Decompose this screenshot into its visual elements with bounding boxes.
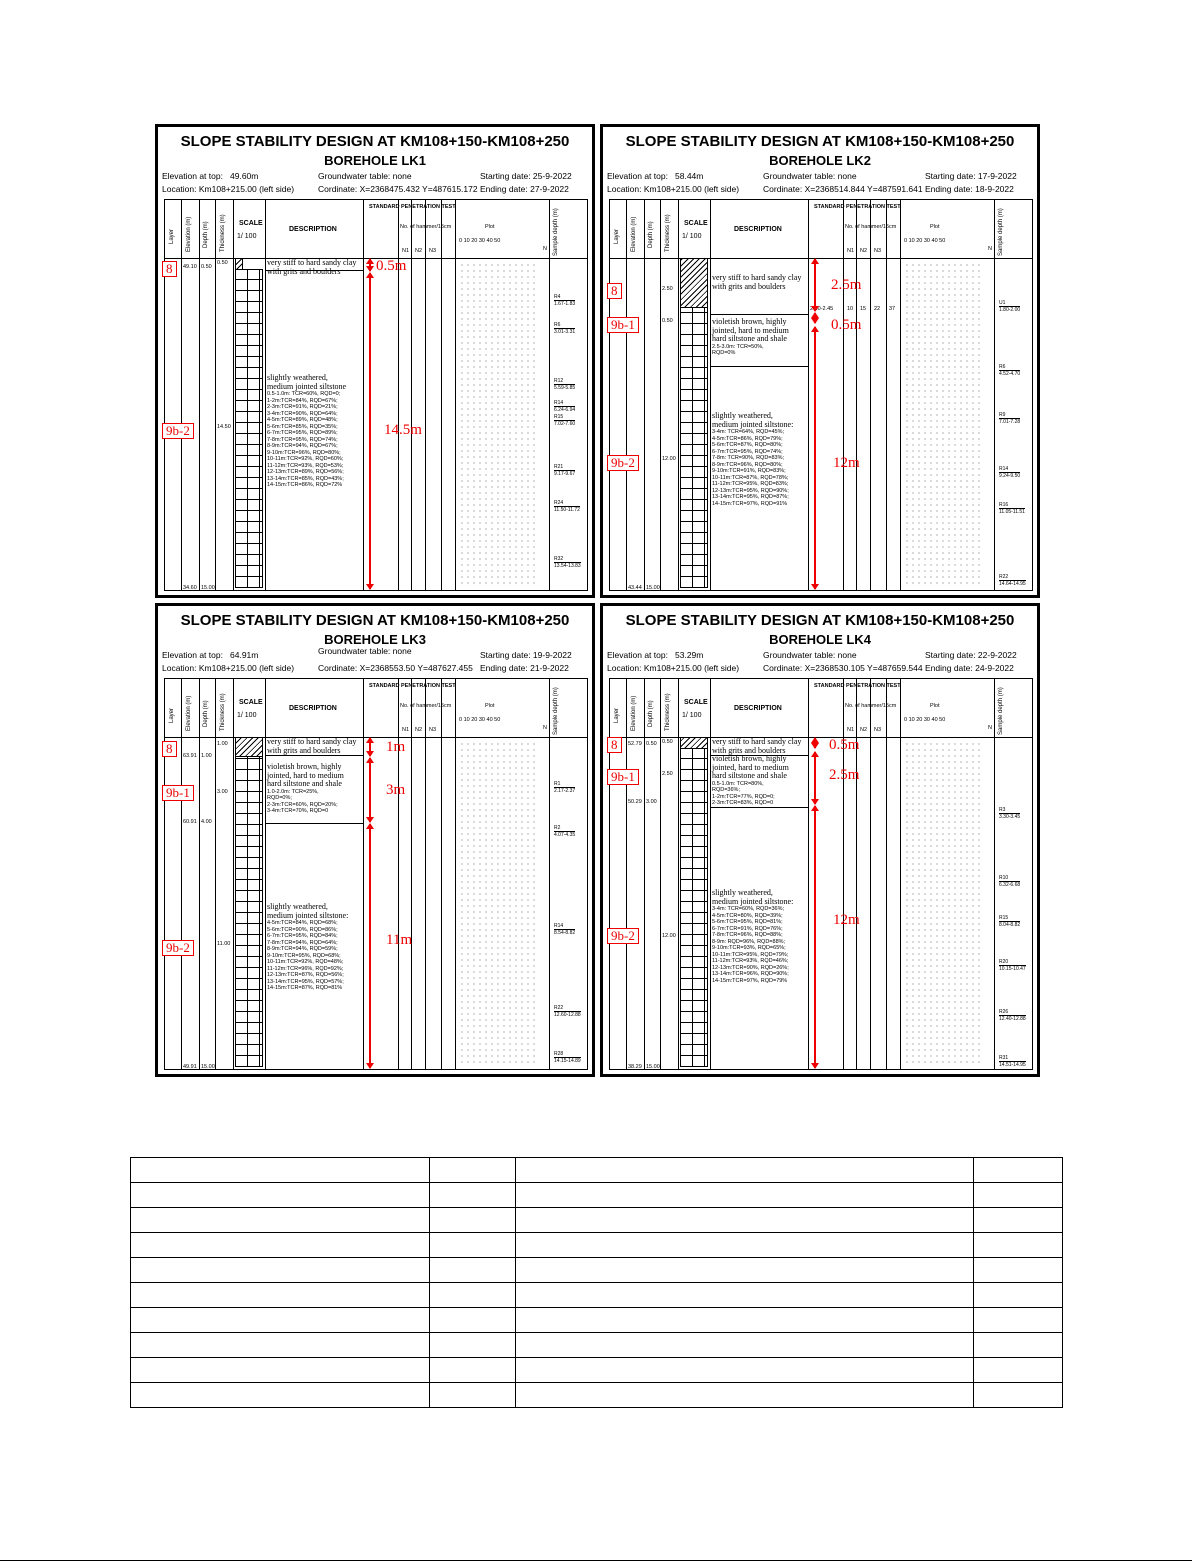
n1-header: N1	[402, 248, 410, 254]
ending-date: Ending date: 21-9-2022	[480, 663, 569, 673]
elevation-header: Elevation (m)	[631, 216, 637, 252]
sample: R9 7.01-7.28	[999, 412, 1021, 425]
dimension-arrow	[814, 738, 816, 748]
spt-n1: 10	[847, 306, 854, 312]
elevation-value: 34.60	[183, 585, 197, 591]
dimension-arrow	[814, 752, 816, 804]
table-cell	[515, 1383, 974, 1408]
ending-date: Ending date: 27-9-2022	[480, 184, 569, 194]
hammer-header: No. of hammer/15cm	[400, 224, 452, 230]
scale-header: SCALE	[684, 699, 708, 706]
dimension-arrow	[814, 259, 816, 311]
elevation-header: Elevation (m)	[186, 216, 192, 252]
log-grid	[609, 678, 1033, 1070]
sample: U1 1.80-2.00	[999, 300, 1021, 313]
table-cell	[430, 1333, 516, 1358]
clay-hatch	[680, 258, 708, 308]
borehole-panel-lk4	[600, 603, 1040, 1077]
dimension-arrow	[814, 327, 816, 589]
scale-header: SCALE	[684, 220, 708, 227]
siltstone-pattern	[235, 269, 263, 588]
dimension-label: 0.5m	[831, 317, 862, 333]
table-cell	[974, 1258, 1063, 1283]
layer-label-9b-1: 9b-1	[162, 785, 194, 801]
layer-8-description: very stiff to hard sandy clay with grits and boulders	[712, 737, 802, 755]
sample: R15 7.02-7.60	[554, 414, 576, 427]
table-cell	[974, 1283, 1063, 1308]
table-cell	[515, 1158, 974, 1183]
layer-9b-1-description: violetish brown, highly jointed, hard to medium hard siltstone and shale 2.5-3.0m: TCR=50%, RQD=0%	[712, 317, 789, 356]
sample-depth-header: Sample depth (m)	[998, 208, 1004, 256]
dimension-label: 14.5m	[384, 422, 422, 438]
table-row	[131, 1158, 1063, 1183]
depth-header: Depth (m)	[203, 221, 209, 248]
table-cell	[430, 1158, 516, 1183]
table-row	[131, 1233, 1063, 1258]
layer-label-8: 8	[162, 741, 177, 757]
sample: R32 13.54-13.83	[554, 556, 581, 569]
table-cell	[131, 1383, 430, 1408]
location-label: Location: Km108+215.00 (left side)	[607, 184, 740, 194]
dimension-arrow	[369, 824, 371, 1068]
siltstone-pattern	[235, 756, 263, 1067]
footer-divider	[0, 1560, 1192, 1561]
groundwater-label: Groundwater table: none	[318, 646, 412, 656]
table-cell	[131, 1158, 430, 1183]
elevation-header: Elevation (m)	[631, 695, 637, 731]
scale-header: SCALE	[239, 699, 263, 706]
n1-header: N1	[847, 248, 855, 254]
n3-header: N3	[429, 727, 437, 733]
groundwater-label: Groundwater table: none	[763, 171, 857, 181]
layer-8-description: very stiff to hard sandy clay with grits and boulders	[267, 737, 357, 755]
sample: R22 14.64-14.95	[999, 574, 1026, 587]
siltstone-pattern	[680, 748, 708, 1067]
table-cell	[515, 1183, 974, 1208]
n3-header: N3	[874, 727, 882, 733]
hammer-header: No. of hammer/15cm	[845, 703, 897, 709]
thickness-value: 14.50	[217, 424, 231, 430]
table-cell	[131, 1333, 430, 1358]
sample: R10 6.32-6.68	[999, 875, 1021, 888]
layer-label-9b-2: 9b-2	[607, 928, 639, 944]
table-cell	[974, 1333, 1063, 1358]
elevation-label: Elevation at top:	[607, 171, 668, 181]
elevation-value: 52.79	[628, 741, 642, 747]
plot-header: Plot	[485, 703, 495, 709]
thickness-value: 2.50	[662, 771, 673, 777]
thickness-header: Thickness (m)	[220, 693, 226, 731]
description-header: DESCRIPTION	[289, 705, 337, 712]
elevation-value: 63.91	[183, 753, 197, 759]
layer-label-9b-1: 9b-1	[607, 317, 639, 333]
spt-plot-area	[904, 741, 984, 1067]
thickness-value: 2.50	[662, 286, 673, 292]
description-header: DESCRIPTION	[734, 226, 782, 233]
sample: R31 14.51-14.95	[999, 1055, 1026, 1068]
table-cell	[515, 1308, 974, 1333]
dimension-label: 1m	[386, 739, 406, 755]
layer-label-9b-2: 9b-2	[162, 940, 194, 956]
layer-8-description: very stiff to hard sandy clay with grits and boulders	[267, 258, 357, 276]
thickness-header: Thickness (m)	[220, 214, 226, 252]
coordinate-label: Cordinate: X=2368553.50 Y=487627.455	[318, 663, 473, 673]
sample: R24 11.50-11.72	[554, 500, 580, 513]
plot-ticks: 0 10 20 30 40 50	[904, 717, 946, 723]
elevation-label: Elevation at top:	[162, 171, 223, 181]
table-cell	[974, 1358, 1063, 1383]
borehole-logs-figure	[155, 124, 1038, 1079]
depth-value: 0.50	[201, 264, 212, 270]
dimension-label: 3m	[386, 782, 406, 798]
thickness-header: Thickness (m)	[665, 214, 671, 252]
layer-header: Layer	[169, 228, 175, 244]
spt-header: STANDARD PENETRATION TEST	[369, 204, 456, 210]
coordinate-label: Cordinate: X=2368514.844 Y=487591.641	[763, 184, 923, 194]
n2-header: N2	[415, 248, 423, 254]
sample: R22 12.60-12.88	[554, 1005, 581, 1018]
sample: R12 5.59-5.85	[554, 378, 576, 391]
table-cell	[430, 1258, 516, 1283]
borehole-name: BOREHOLE LK1	[324, 153, 426, 168]
borehole-name: BOREHOLE LK4	[769, 632, 871, 647]
table-cell	[131, 1233, 430, 1258]
panel-title: SLOPE STABILITY DESIGN AT KM108+150-KM108+250	[625, 612, 1015, 629]
dimension-arrow	[369, 758, 371, 822]
n3-header: N3	[429, 248, 437, 254]
thickness-value: 0.50	[217, 260, 228, 266]
description-header: DESCRIPTION	[289, 226, 337, 233]
thickness-value: 3.00	[217, 789, 228, 795]
table-row	[131, 1358, 1063, 1383]
plot-ticks: 0 10 20 30 40 50	[459, 238, 501, 244]
elevation-value: 58.44m	[675, 171, 704, 181]
table-cell	[515, 1233, 974, 1258]
starting-date: Starting date: 22-9-2022	[925, 650, 1017, 660]
dimension-label: 11m	[386, 932, 413, 948]
table-cell	[131, 1308, 430, 1333]
plot-ticks: 0 10 20 30 40 50	[904, 238, 946, 244]
plot-header: Plot	[485, 224, 495, 230]
scale-ratio: 1/ 100	[237, 233, 257, 240]
table-cell	[430, 1383, 516, 1408]
spt-plot-area	[459, 741, 539, 1067]
borehole-panel-lk3	[155, 603, 595, 1077]
depth-value: 3.00	[646, 799, 657, 805]
layer-label-8: 8	[162, 261, 177, 277]
table-cell	[430, 1183, 516, 1208]
thickness-value: 12.00	[662, 456, 676, 462]
sample-depth-header: Sample depth (m)	[553, 687, 559, 735]
sample: R21 9.17-9.67	[554, 464, 576, 477]
empty-data-table	[130, 1157, 1063, 1408]
table-row	[131, 1258, 1063, 1283]
dimension-arrow	[814, 313, 816, 323]
layer-9b-1-description: violetish brown, highly jointed, hard to medium hard siltstone and shale 0.5-1.0m: TCR=80%, RQD=36%; 1-2m:TCR=77%, RQD=0; 2-3m:TCR=83%, RQD=0	[712, 754, 789, 806]
plot-header: Plot	[930, 224, 940, 230]
sample-depth-header: Sample depth (m)	[998, 687, 1004, 735]
layer-9b-2-description: slightly weathered, medium jointed siltstone: 3-4m: TCR=60%, RQD=36%; 4-5m:TCR=80%, RQD=39%; 5-6m:TCR=95%, RQD=81%; 6-7m:TCR=91%, RQD=76%; 7-8m:TCR=96%, RQD=88%; 8-9m: RQD=96%, RQD=88%; 9-10m:TCR=93%, RQD=65%; 10-11m:TCR=95%, RQD=79%; 11-12m:TCR=93%, RQD=46%; 12-13m:TCR=90%, RQD=26%; 13-14m:TCR=96%, RQD=90%; 14-15m:TCR=97%, RQD=79%	[712, 888, 794, 984]
layer-9b-1-description: violetish brown, highly jointed, hard to medium hard siltstone and shale 1.0-2.0m: TCR=25%, RQD=0%; 2-3m:TCR=60%, RQD=20%; 3-4m:TCR=70%, RQD=0	[267, 762, 344, 814]
table-cell	[430, 1358, 516, 1383]
n3-header: N3	[874, 248, 882, 254]
table-cell	[131, 1183, 430, 1208]
n2-header: N2	[860, 727, 868, 733]
layer-label-8: 8	[607, 283, 622, 299]
elevation-value: 49.10	[183, 264, 197, 270]
ending-date: Ending date: 18-9-2022	[925, 184, 1014, 194]
clay-hatch	[235, 737, 263, 757]
siltstone-pattern	[680, 307, 708, 588]
dimension-label: 12m	[833, 912, 860, 928]
n1-header: N1	[847, 727, 855, 733]
table-row	[131, 1383, 1063, 1408]
depth-value: 1.00	[201, 753, 212, 759]
table-cell	[515, 1208, 974, 1233]
borehole-name: BOREHOLE LK3	[324, 632, 426, 647]
log-grid	[164, 678, 588, 1070]
plot-header: Plot	[930, 703, 940, 709]
hammer-header: No. of hammer/15cm	[400, 703, 452, 709]
layer-header: Layer	[169, 707, 175, 723]
sample: R3 3.30-3.45	[999, 807, 1021, 820]
table-row	[131, 1208, 1063, 1233]
table-cell	[515, 1258, 974, 1283]
plot-n-label: N	[543, 246, 547, 252]
table-cell	[974, 1308, 1063, 1333]
table-row	[131, 1333, 1063, 1358]
scale-ratio: 1/ 100	[682, 712, 702, 719]
sample: R6 4.52-4.70	[999, 364, 1021, 377]
depth-header: Depth (m)	[203, 700, 209, 727]
coordinate-label: Cordinate: X=2368530.105 Y=487659.544	[763, 663, 923, 673]
location-label: Location: Km108+215.00 (left side)	[607, 663, 740, 673]
elevation-value: 49.91	[183, 1064, 197, 1070]
spt-depth: 2.00-2.45	[810, 306, 834, 312]
table-cell	[430, 1283, 516, 1308]
starting-date: Starting date: 25-9-2022	[480, 171, 572, 181]
spt-header: STANDARD PENETRATION TEST	[369, 683, 456, 689]
n2-header: N2	[415, 727, 423, 733]
thickness-value: 11.00	[217, 941, 231, 947]
depth-header: Depth (m)	[648, 700, 654, 727]
panel-title: SLOPE STABILITY DESIGN AT KM108+150-KM108+250	[180, 133, 570, 150]
table-cell	[131, 1258, 430, 1283]
plot-n-label: N	[988, 725, 992, 731]
thickness-value: 0.50	[662, 318, 673, 324]
layer-9b-2-description: slightly weathered, medium jointed siltstone 0.5-1.0m: TCR=60%, RQD=0; 1-2m:TCR=84%, RQD=67%; 2-3m:TCR=91%, RQD=21%; 3-4m:TCR=90%, RQD=64%; 4-5m:TCR=89%, RQD=48%; 5-6m:TCR=85%, RQD=35%; 6-7m:TCR=95%, RQD=89%; 7-8m:TCR=95%, RQD=74%; 8-9m:TCR=94%, RQD=67%; 9-10m:TCR=96%, RQD=80%; 10-11m:TCR=92%, RQD=60%; 11-12m:TCR=93%, RQD=53%; 12-13m:TCR=89%, RQD=56%; 13-14m:TCR=85%, RQD=43%; 14-15m:TCR=86%, RQD=72%	[267, 373, 347, 488]
depth-value: 0.50	[646, 741, 657, 747]
groundwater-label: Groundwater table: none	[318, 171, 412, 181]
dimension-arrow	[369, 259, 371, 271]
depth-value: 15.00	[201, 585, 215, 591]
sample: R14 9.24-9.50	[999, 466, 1021, 479]
sample: R2 4.07-4.35	[554, 825, 576, 838]
layer-label-8: 8	[607, 737, 622, 753]
thickness-header: Thickness (m)	[665, 693, 671, 731]
table-cell	[974, 1383, 1063, 1408]
table-row	[131, 1183, 1063, 1208]
table-row	[131, 1308, 1063, 1333]
table-cell	[430, 1308, 516, 1333]
sample: R4 1.67-1.83	[554, 294, 576, 307]
elevation-value: 53.29m	[675, 650, 704, 660]
ending-date: Ending date: 24-9-2022	[925, 663, 1014, 673]
elevation-value: 60.91	[183, 819, 197, 825]
elevation-value: 38.29	[628, 1064, 642, 1070]
layer-9b-2-description: slightly weathered, medium jointed siltstone: 4-5m:TCR=84%, RQD=68%; 5-6m:TCR=90%, RQD=86%; 6-7m:TCR=95%, RQD=84%; 7-8m:TCR=94%, RQD=64%; 8-9m:TCR=94%, RQD=59%; 9-10m:TCR=95%, RQD=68%; 10-11m:TCR=92%, RQD=48%; 11-12m:TCR=96%, RQD=92%; 12-13m:TCR=87%, RQD=56%; 13-14m:TCR=95%, RQD=57%; 14-15m:TCR=87%, RQD=81%	[267, 902, 349, 991]
depth-value: 15.00	[646, 585, 660, 591]
depth-value: 15.00	[646, 1064, 660, 1070]
spt-header: STANDARD PENETRATION TEST	[814, 683, 901, 689]
panel-title: SLOPE STABILITY DESIGN AT KM108+150-KM108+250	[180, 612, 570, 629]
borehole-panel-lk2	[600, 124, 1040, 598]
table-cell	[515, 1283, 974, 1308]
groundwater-label: Groundwater table: none	[763, 650, 857, 660]
dimension-label: 0.5m	[376, 258, 407, 274]
table-row	[131, 1283, 1063, 1308]
sample: R14 6.24-6.94	[554, 400, 576, 413]
log-grid	[609, 199, 1033, 591]
scale-header: SCALE	[239, 220, 263, 227]
coordinate-label: Cordinate: X=2368475.432 Y=487615.172	[318, 184, 478, 194]
table-cell	[430, 1233, 516, 1258]
borehole-panel-lk1	[155, 124, 595, 598]
dimension-label: 12m	[833, 455, 860, 471]
starting-date: Starting date: 17-9-2022	[925, 171, 1017, 181]
spt-value: 37	[889, 306, 896, 312]
n2-header: N2	[860, 248, 868, 254]
sample: R6 3.01-3.31	[554, 322, 576, 335]
borehole-name: BOREHOLE LK2	[769, 153, 871, 168]
hammer-header: No. of hammer/15cm	[845, 224, 897, 230]
table-cell	[974, 1183, 1063, 1208]
dimension-label: 2.5m	[831, 277, 862, 293]
dimension-arrow	[814, 806, 816, 1068]
sample: R1 2.17-2.37	[554, 781, 576, 794]
thickness-value: 0.50	[662, 739, 673, 745]
thickness-value: 1.00	[217, 741, 228, 747]
scale-ratio: 1/ 100	[682, 233, 702, 240]
plot-ticks: 0 10 20 30 40 50	[459, 717, 501, 723]
plot-n-label: N	[988, 246, 992, 252]
thickness-value: 12.00	[662, 933, 676, 939]
layer-label-9b-1: 9b-1	[607, 769, 639, 785]
layer-8-description: very stiff to hard sandy clay with grits and boulders	[712, 273, 802, 291]
table-cell	[131, 1208, 430, 1233]
elevation-label: Elevation at top:	[162, 650, 223, 660]
table-body	[131, 1158, 1063, 1408]
layer-9b-2-description: slightly weathered, medium jointed siltstone: 3-4m: TCR=64%, RQD=45%; 4-5m:TCR=86%, RQD=79%; 5-6m:TCR=87%, RQD=80%; 6-7m:TCR=95%, RQD=74%; 7-8m: TCR=90%, RQD=83%; 8-9m:TCR=96%, RQD=80%; 9-10m:TCR=91%, RQD=83%; 10-11m:TCR=87%, RQD=78%; 11-12m:TCR=95%, RQD=83%; 12-13m:TCR=95%, RQD=90%; 13-14m:TCR=95%, RQD=87%; 14-15m:TCR=97%, RQD=91%	[712, 411, 794, 507]
layer-label-9b-2: 9b-2	[607, 455, 639, 471]
depth-header: Depth (m)	[648, 221, 654, 248]
table-cell	[974, 1158, 1063, 1183]
elevation-value: 50.29	[628, 799, 642, 805]
plot-n-label: N	[543, 725, 547, 731]
spt-plot-area	[904, 262, 984, 588]
scale-ratio: 1/ 100	[237, 712, 257, 719]
sample: R26 12.40-12.88	[999, 1009, 1026, 1022]
depth-value: 15.00	[201, 1064, 215, 1070]
sample: R15 8.04-8.82	[999, 915, 1021, 928]
elevation-value: 64.91m	[230, 650, 259, 660]
location-label: Location: Km108+215.00 (left side)	[162, 184, 295, 194]
sample-depth-header: Sample depth (m)	[553, 208, 559, 256]
sample: R16 11.05-11.51	[999, 502, 1025, 515]
spt-n2: 15	[860, 306, 867, 312]
table-cell	[131, 1358, 430, 1383]
n1-header: N1	[402, 727, 410, 733]
layer-header: Layer	[614, 707, 620, 723]
spt-plot-area	[459, 262, 539, 588]
table-cell	[430, 1208, 516, 1233]
location-label: Location: Km108+215.00 (left side)	[162, 663, 295, 673]
spt-n3: 22	[874, 306, 881, 312]
dimension-label: 0.5m	[829, 737, 860, 753]
dimension-label: 2.5m	[829, 767, 860, 783]
elevation-value: 43.44	[628, 585, 642, 591]
starting-date: Starting date: 19-9-2022	[480, 650, 572, 660]
sample: R14 8.54-8.82	[554, 923, 576, 936]
dimension-arrow	[369, 273, 371, 589]
dimension-arrow	[369, 738, 371, 756]
spt-header: STANDARD PENETRATION TEST	[814, 204, 901, 210]
table-cell	[131, 1283, 430, 1308]
elevation-header: Elevation (m)	[186, 695, 192, 731]
elevation-label: Elevation at top:	[607, 650, 668, 660]
table-cell	[515, 1358, 974, 1383]
description-header: DESCRIPTION	[734, 705, 782, 712]
sample: R20 10.15-10.47	[999, 959, 1026, 972]
table-cell	[974, 1233, 1063, 1258]
panel-title: SLOPE STABILITY DESIGN AT KM108+150-KM108+250	[625, 133, 1015, 150]
table-cell	[974, 1208, 1063, 1233]
layer-header: Layer	[614, 228, 620, 244]
elevation-value: 49.60m	[230, 171, 259, 181]
layer-label-9b-2: 9b-2	[162, 423, 194, 439]
depth-value: 4.00	[201, 819, 212, 825]
table-cell	[515, 1333, 974, 1358]
sample: R28 14.15-14.89	[554, 1051, 581, 1064]
